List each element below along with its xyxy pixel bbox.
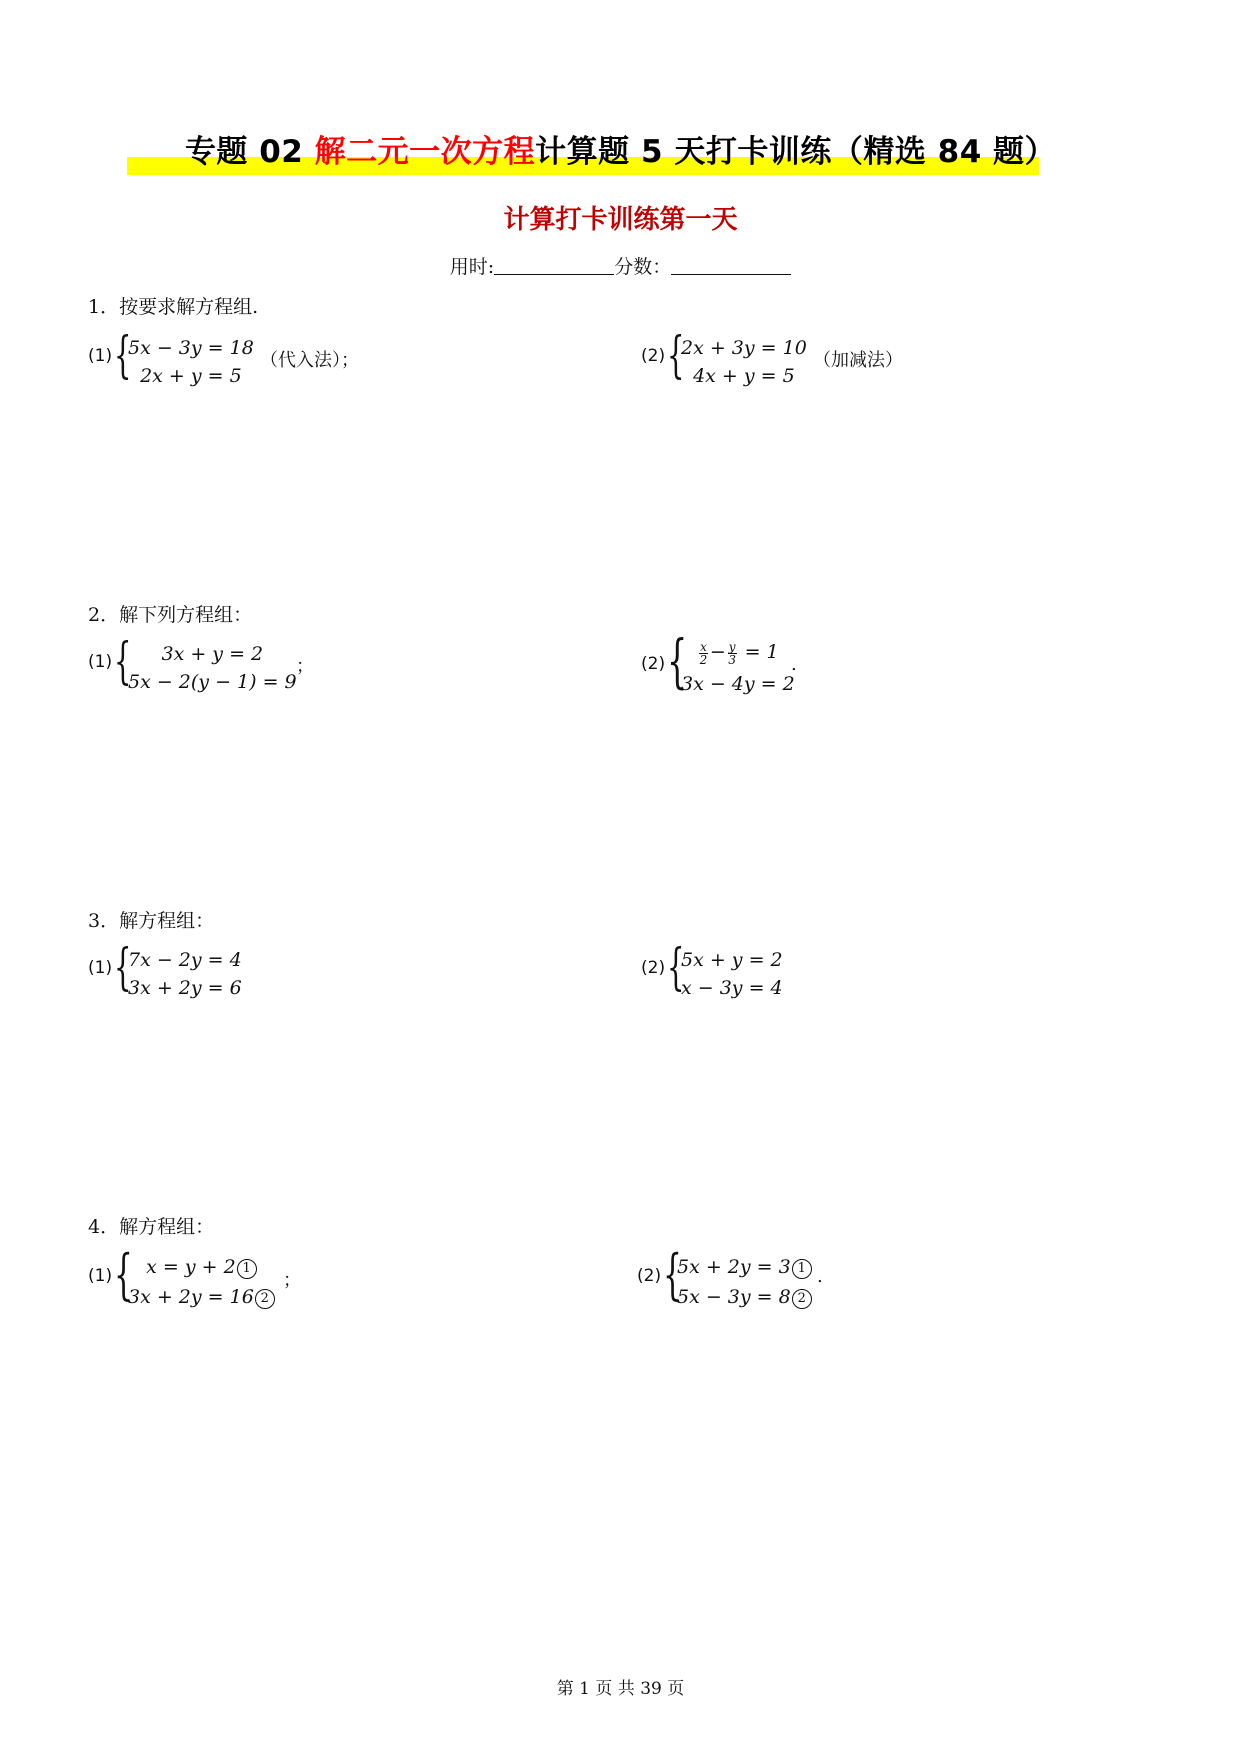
equation-1: $\frac{x}{2}$ − $\frac{y}{3}$ = 1 bbox=[699, 639, 779, 667]
part-label: (1) bbox=[88, 1266, 113, 1286]
question-3-head: 3．解方程组： bbox=[88, 910, 215, 932]
title-suffix: 计算题 5 天打卡训练（精选 84 题） bbox=[535, 134, 1057, 170]
punctuation: ； bbox=[296, 656, 314, 677]
question-4-head: 4．解方程组： bbox=[88, 1216, 215, 1238]
equation-2: 2x + y = 5 bbox=[140, 365, 242, 387]
circled-number-1: 1 bbox=[792, 1259, 812, 1279]
punctuation: . bbox=[791, 654, 797, 675]
equation-2: 4x + y = 5 bbox=[693, 365, 795, 387]
brace-icon: { bbox=[114, 326, 132, 384]
fraction-x-over-2: $\frac{x}{2}$ bbox=[699, 639, 708, 667]
time-label: 用时: bbox=[449, 256, 495, 278]
brace-icon: { bbox=[667, 627, 688, 695]
equation-2: 3x + 2y = 16 2 bbox=[128, 1282, 275, 1312]
part-label: (1) bbox=[88, 346, 113, 366]
equation-2: 3x − 4y = 2 bbox=[681, 673, 795, 695]
equation-2: 3x + 2y = 6 bbox=[128, 977, 242, 999]
part-label: (2) bbox=[641, 958, 666, 978]
circled-number-2: 2 bbox=[792, 1289, 812, 1309]
equation-1: 3x + y = 2 bbox=[161, 643, 264, 665]
score-label: 分数： bbox=[614, 256, 672, 278]
circled-number-2: 2 bbox=[255, 1289, 275, 1309]
title-prefix: 专题 02 bbox=[184, 134, 315, 170]
punctuation: . bbox=[817, 1266, 823, 1287]
method-note: （加减法） bbox=[813, 350, 903, 371]
title-highlight: 解二元一次方程 bbox=[314, 134, 536, 170]
question-2-head: 2．解下列方程组： bbox=[88, 604, 253, 626]
part-label: (1) bbox=[88, 958, 113, 978]
equation-1: 5x + 2y = 3 1 bbox=[677, 1252, 812, 1282]
subtitle: 计算打卡训练第一天 bbox=[503, 205, 738, 235]
time-score-line bbox=[0, 252, 1241, 279]
question-1-head: 1．按要求解方程组. bbox=[88, 296, 259, 318]
part-label: (1) bbox=[88, 652, 113, 672]
equation-2: 5x − 2(y − 1) = 9 bbox=[128, 671, 297, 693]
equation-2: 5x − 3y = 8 2 bbox=[677, 1282, 812, 1312]
brace-icon: { bbox=[114, 938, 132, 996]
page-footer: 第 1 页 共 39 页 bbox=[556, 1679, 685, 1699]
equation-1: 2x + 3y = 10 bbox=[681, 337, 807, 359]
equation-1: 5x + y = 2 bbox=[681, 949, 783, 971]
part-label: (2) bbox=[637, 1266, 662, 1286]
method-note: （代入法）； bbox=[260, 350, 359, 371]
document-title bbox=[185, 126, 1056, 171]
part-label: (2) bbox=[641, 346, 666, 366]
brace-icon: { bbox=[114, 1243, 133, 1306]
punctuation: ； bbox=[283, 1270, 301, 1291]
equation-1: 7x − 2y = 4 bbox=[128, 949, 242, 971]
brace-icon: { bbox=[114, 632, 132, 690]
part-label: (2) bbox=[641, 654, 666, 674]
fraction-y-over-3: $\frac{y}{3}$ bbox=[728, 639, 736, 667]
time-blank bbox=[494, 256, 614, 275]
brace-icon: { bbox=[667, 938, 685, 996]
brace-icon: { bbox=[667, 326, 685, 384]
brace-icon: { bbox=[663, 1243, 682, 1306]
score-blank bbox=[671, 256, 791, 275]
title-row bbox=[0, 126, 1241, 171]
circled-number-1: 1 bbox=[237, 1259, 257, 1279]
equation-2: x − 3y = 4 bbox=[681, 977, 783, 999]
equation-1: 5x − 3y = 18 bbox=[128, 337, 254, 359]
equation-1: x = y + 2 1 bbox=[128, 1252, 275, 1282]
